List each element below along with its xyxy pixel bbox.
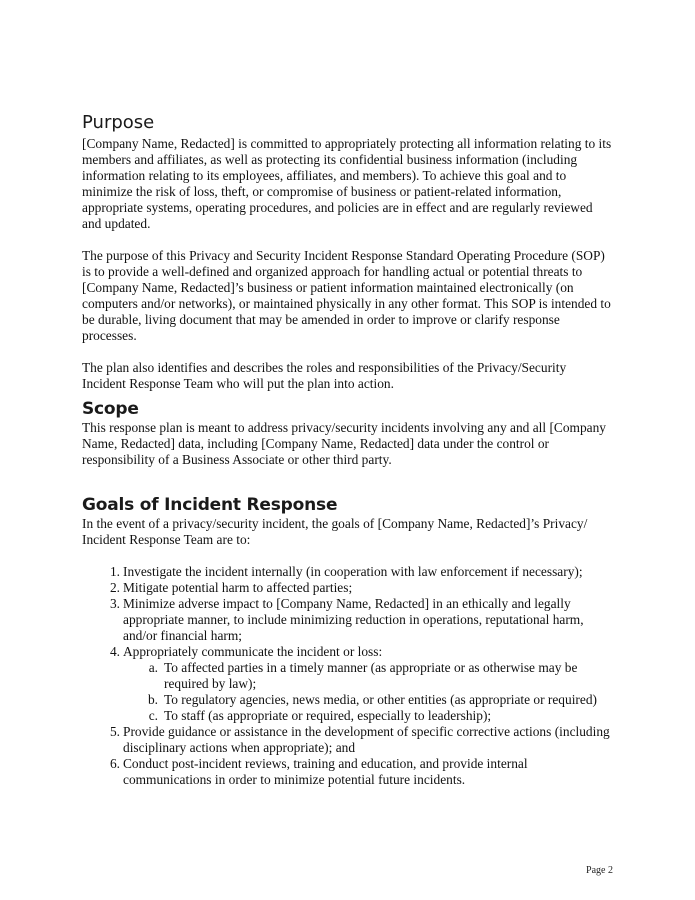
sublist-item — [123, 692, 612, 708]
page-content — [82, 112, 612, 788]
list-item-number: 6. — [109, 756, 120, 771]
sublist-item — [123, 708, 612, 724]
goals-list-item — [82, 756, 612, 788]
purpose-paragraph-1: [Company Name, Redacted] is committed to appropriately protecting all information relating to its members and affiliates, as well as protecting its confidential business information (including information relating to its employees, affiliates, and members). To achieve this goal and to minimize the risk of loss, theft, or compromise of business or patient-related information, appropriate systems, operating procedures, and policies are in effect and are regularly reviewed and updated. — [82, 136, 612, 231]
list-item-text: Minimize adverse impact to [Company Name, Redacted] in an ethically and legally appropriate manner, to include minimizing reduction in operations, reputational harm, and/or financial harm; — [123, 596, 584, 643]
sublist-item-text: To affected parties in a timely manner (as appropriate or as otherwise may be required by law); — [164, 660, 578, 691]
list-item-text: Appropriately communicate the incident or loss: — [123, 644, 383, 659]
scope-heading: Scope — [82, 399, 139, 419]
list-item-text: Investigate the incident internally (in cooperation with law enforcement if necessary); — [123, 564, 583, 579]
sublist-item — [123, 660, 612, 692]
list-item-text: Mitigate potential harm to affected parties; — [123, 580, 353, 595]
goals-heading: Goals of Incident Response — [82, 495, 338, 515]
goals-list-item — [82, 596, 612, 644]
list-item-number: 3. — [109, 596, 120, 611]
list-item-text: Provide guidance or assistance in the development of specific corrective actions (including disciplinary actions when appropriate); and — [123, 724, 610, 755]
list-item-number: 4. — [109, 644, 120, 659]
purpose-paragraph-2: The purpose of this Privacy and Security Incident Response Standard Operating Procedure (SOP) is to provide a well-defined and organized approach for handling actual or potential threats to [Company Name, Redacted]’s business or patient information maintained electronically (on computers and/or networks), or maintained physically in any other format. This SOP is intended to be durable, living document that may be amended in order to improve or clarify response processes. — [82, 248, 611, 343]
sublist-item-text: To staff (as appropriate or required, especially to leadership); — [164, 708, 492, 723]
page-number: Page 2 — [586, 865, 613, 876]
goals-list-item — [82, 564, 612, 580]
goals-intro: In the event of a privacy/security incident, the goals of [Company Name, Redacted]’s Privacy/ Incident Response Team are to: — [82, 516, 588, 547]
goals-list-item — [82, 724, 612, 756]
sublist-item-text: To regulatory agencies, news media, or other entities (as appropriate or required) — [164, 692, 597, 707]
purpose-heading: Purpose — [82, 112, 155, 133]
list-item-number: 1. — [109, 564, 120, 579]
goals-list-item — [82, 580, 612, 596]
goals-list — [82, 564, 612, 788]
list-item-number: 2. — [109, 580, 120, 595]
sublist-item-letter: b. — [147, 692, 158, 707]
sublist-item-letter: a. — [148, 660, 158, 675]
sublist-item-letter: c. — [148, 708, 158, 723]
list-item-text: Conduct post-incident reviews, training and education, and provide internal communications in order to minimize potential future incidents. — [123, 756, 528, 787]
scope-paragraph: This response plan is meant to address privacy/security incidents involving any and all [Company Name, Redacted] data, including [Company Name, Redacted] data under the control or responsibility of a Business Associate or other third party. — [82, 420, 606, 467]
purpose-paragraph-3: The plan also identifies and describes the roles and responsibilities of the Privacy/Security Incident Response Team who will put the plan into action. — [82, 360, 567, 391]
communication-sublist — [123, 660, 612, 724]
list-item-number: 5. — [109, 724, 120, 739]
goals-list-item — [82, 644, 612, 724]
